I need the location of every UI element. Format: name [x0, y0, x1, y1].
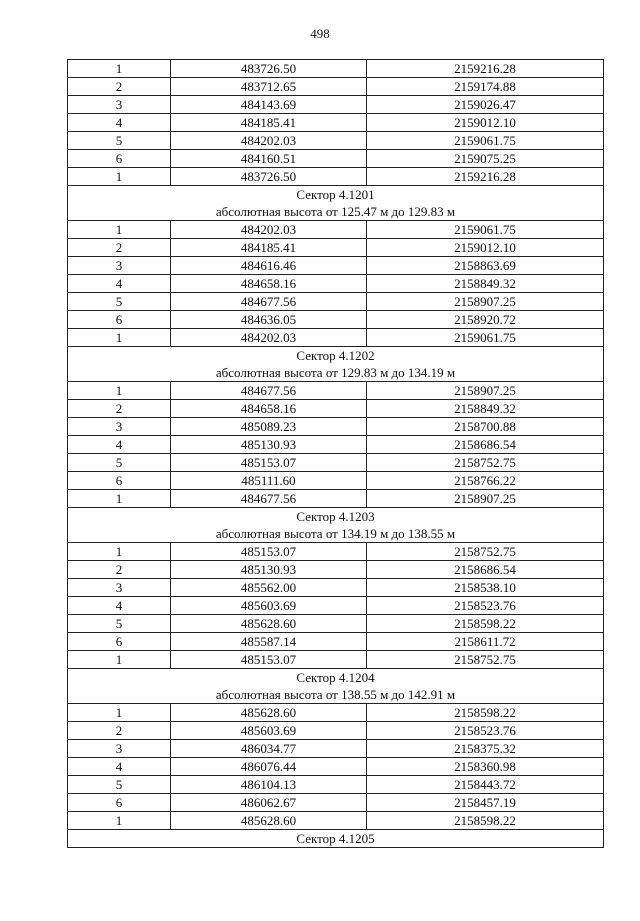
point-number: 1 [68, 704, 171, 722]
x-coordinate: 483726.50 [171, 168, 367, 186]
x-coordinate: 484185.41 [171, 114, 367, 132]
x-coordinate: 485153.07 [171, 543, 367, 561]
point-row [68, 60, 604, 78]
point-number: 5 [68, 132, 171, 150]
x-coordinate: 486062.67 [171, 794, 367, 812]
point-number: 3 [68, 740, 171, 758]
point-number: 2 [68, 78, 171, 96]
sector-height-row [68, 525, 604, 543]
y-coordinate: 2158443.72 [367, 776, 604, 794]
point-row [68, 257, 604, 275]
point-number: 4 [68, 436, 171, 454]
x-coordinate: 486104.13 [171, 776, 367, 794]
point-row [68, 329, 604, 347]
x-coordinate: 483712.65 [171, 78, 367, 96]
x-coordinate: 484636.05 [171, 311, 367, 329]
y-coordinate: 2158598.22 [367, 704, 604, 722]
point-row [68, 812, 604, 830]
point-number: 3 [68, 579, 171, 597]
x-coordinate: 484658.16 [171, 275, 367, 293]
y-coordinate: 2159216.28 [367, 60, 604, 78]
y-coordinate: 2158863.69 [367, 257, 604, 275]
y-coordinate: 2158538.10 [367, 579, 604, 597]
x-coordinate: 485628.60 [171, 615, 367, 633]
x-coordinate: 485153.07 [171, 454, 367, 472]
x-coordinate: 484185.41 [171, 239, 367, 257]
sector-title-row [68, 669, 604, 687]
point-number: 6 [68, 311, 171, 329]
point-row [68, 382, 604, 400]
y-coordinate: 2159026.47 [367, 96, 604, 114]
point-row [68, 114, 604, 132]
point-row [68, 633, 604, 651]
point-number: 6 [68, 150, 171, 168]
point-row [68, 579, 604, 597]
point-number: 1 [68, 490, 171, 508]
sector-title-row [68, 508, 604, 526]
x-coordinate: 485603.69 [171, 597, 367, 615]
x-coordinate: 485562.00 [171, 579, 367, 597]
point-row [68, 454, 604, 472]
y-coordinate: 2158700.88 [367, 418, 604, 436]
sector-title: Сектор 4.1202 [68, 347, 604, 365]
x-coordinate: 485089.23 [171, 418, 367, 436]
point-number: 2 [68, 722, 171, 740]
page-number: 498 [310, 26, 330, 41]
x-coordinate: 484677.56 [171, 490, 367, 508]
point-row [68, 239, 604, 257]
y-coordinate: 2158907.25 [367, 293, 604, 311]
y-coordinate: 2158766.22 [367, 472, 604, 490]
point-row [68, 472, 604, 490]
x-coordinate: 485111.60 [171, 472, 367, 490]
x-coordinate: 484616.46 [171, 257, 367, 275]
y-coordinate: 2159061.75 [367, 132, 604, 150]
point-number: 4 [68, 114, 171, 132]
point-row [68, 400, 604, 418]
coordinates-table [67, 59, 604, 848]
point-number: 4 [68, 597, 171, 615]
point-number: 4 [68, 275, 171, 293]
y-coordinate: 2158849.32 [367, 400, 604, 418]
point-row [68, 597, 604, 615]
y-coordinate: 2158920.72 [367, 311, 604, 329]
sector-height-row [68, 203, 604, 221]
point-number: 3 [68, 257, 171, 275]
y-coordinate: 2159061.75 [367, 329, 604, 347]
point-number: 6 [68, 633, 171, 651]
x-coordinate: 484677.56 [171, 293, 367, 311]
point-row [68, 418, 604, 436]
point-row [68, 651, 604, 669]
x-coordinate: 484677.56 [171, 382, 367, 400]
y-coordinate: 2158611.72 [367, 633, 604, 651]
point-number: 3 [68, 418, 171, 436]
y-coordinate: 2159012.10 [367, 239, 604, 257]
y-coordinate: 2158907.25 [367, 382, 604, 400]
point-number: 5 [68, 615, 171, 633]
point-number: 6 [68, 794, 171, 812]
x-coordinate: 484202.03 [171, 221, 367, 239]
point-row [68, 168, 604, 186]
y-coordinate: 2159061.75 [367, 221, 604, 239]
point-row [68, 311, 604, 329]
sector-height: абсолютная высота от 129.83 м до 134.19 м [68, 364, 604, 382]
x-coordinate: 485628.60 [171, 704, 367, 722]
sector-title: Сектор 4.1203 [68, 508, 604, 526]
point-row [68, 293, 604, 311]
point-number: 4 [68, 758, 171, 776]
point-row [68, 704, 604, 722]
point-row [68, 490, 604, 508]
y-coordinate: 2158598.22 [367, 615, 604, 633]
point-row [68, 758, 604, 776]
point-number: 1 [68, 812, 171, 830]
x-coordinate: 484143.69 [171, 96, 367, 114]
point-row [68, 78, 604, 96]
x-coordinate: 485130.93 [171, 561, 367, 579]
x-coordinate: 485153.07 [171, 651, 367, 669]
point-row [68, 615, 604, 633]
sector-title: Сектор 4.1204 [68, 669, 604, 687]
x-coordinate: 483726.50 [171, 60, 367, 78]
point-row [68, 221, 604, 239]
point-row [68, 275, 604, 293]
x-coordinate: 485628.60 [171, 812, 367, 830]
point-row [68, 740, 604, 758]
point-row [68, 776, 604, 794]
point-number: 2 [68, 239, 171, 257]
point-number: 1 [68, 168, 171, 186]
y-coordinate: 2158523.76 [367, 722, 604, 740]
x-coordinate: 485587.14 [171, 633, 367, 651]
sector-title: Сектор 4.1201 [68, 186, 604, 204]
x-coordinate: 484202.03 [171, 132, 367, 150]
point-row [68, 561, 604, 579]
point-row [68, 150, 604, 168]
x-coordinate: 484160.51 [171, 150, 367, 168]
y-coordinate: 2158360.98 [367, 758, 604, 776]
point-number: 2 [68, 400, 171, 418]
y-coordinate: 2158523.76 [367, 597, 604, 615]
point-row [68, 722, 604, 740]
point-row [68, 132, 604, 150]
point-row [68, 794, 604, 812]
y-coordinate: 2158849.32 [367, 275, 604, 293]
y-coordinate: 2159012.10 [367, 114, 604, 132]
y-coordinate: 2158686.54 [367, 436, 604, 454]
y-coordinate: 2158752.75 [367, 651, 604, 669]
sector-height: абсолютная высота от 134.19 м до 138.55 м [68, 525, 604, 543]
x-coordinate: 486034.77 [171, 740, 367, 758]
point-number: 5 [68, 454, 171, 472]
sector-title-row [68, 347, 604, 365]
point-row [68, 96, 604, 114]
point-row [68, 543, 604, 561]
y-coordinate: 2158375.32 [367, 740, 604, 758]
x-coordinate: 485603.69 [171, 722, 367, 740]
sector-height: абсолютная высота от 125.47 м до 129.83 м [68, 203, 604, 221]
point-number: 1 [68, 329, 171, 347]
point-number: 1 [68, 60, 171, 78]
x-coordinate: 484658.16 [171, 400, 367, 418]
sector-title-row [68, 186, 604, 204]
sector-height-row [68, 686, 604, 704]
point-number: 5 [68, 776, 171, 794]
x-coordinate: 485130.93 [171, 436, 367, 454]
y-coordinate: 2159075.25 [367, 150, 604, 168]
y-coordinate: 2159174.88 [367, 78, 604, 96]
coordinates-table-body [68, 60, 604, 848]
point-number: 1 [68, 543, 171, 561]
x-coordinate: 484202.03 [171, 329, 367, 347]
point-row [68, 436, 604, 454]
point-number: 3 [68, 96, 171, 114]
y-coordinate: 2158752.75 [367, 543, 604, 561]
point-number: 1 [68, 651, 171, 669]
y-coordinate: 2158752.75 [367, 454, 604, 472]
point-number: 1 [68, 221, 171, 239]
sector-title: Сектор 4.1205 [68, 830, 604, 848]
point-number: 5 [68, 293, 171, 311]
point-number: 6 [68, 472, 171, 490]
y-coordinate: 2158457.19 [367, 794, 604, 812]
y-coordinate: 2158686.54 [367, 561, 604, 579]
point-number: 1 [68, 382, 171, 400]
y-coordinate: 2158907.25 [367, 490, 604, 508]
x-coordinate: 486076.44 [171, 758, 367, 776]
sector-height: абсолютная высота от 138.55 м до 142.91 м [68, 686, 604, 704]
y-coordinate: 2159216.28 [367, 168, 604, 186]
y-coordinate: 2158598.22 [367, 812, 604, 830]
sector-height-row [68, 364, 604, 382]
point-number: 2 [68, 561, 171, 579]
sector-title-row [68, 830, 604, 848]
